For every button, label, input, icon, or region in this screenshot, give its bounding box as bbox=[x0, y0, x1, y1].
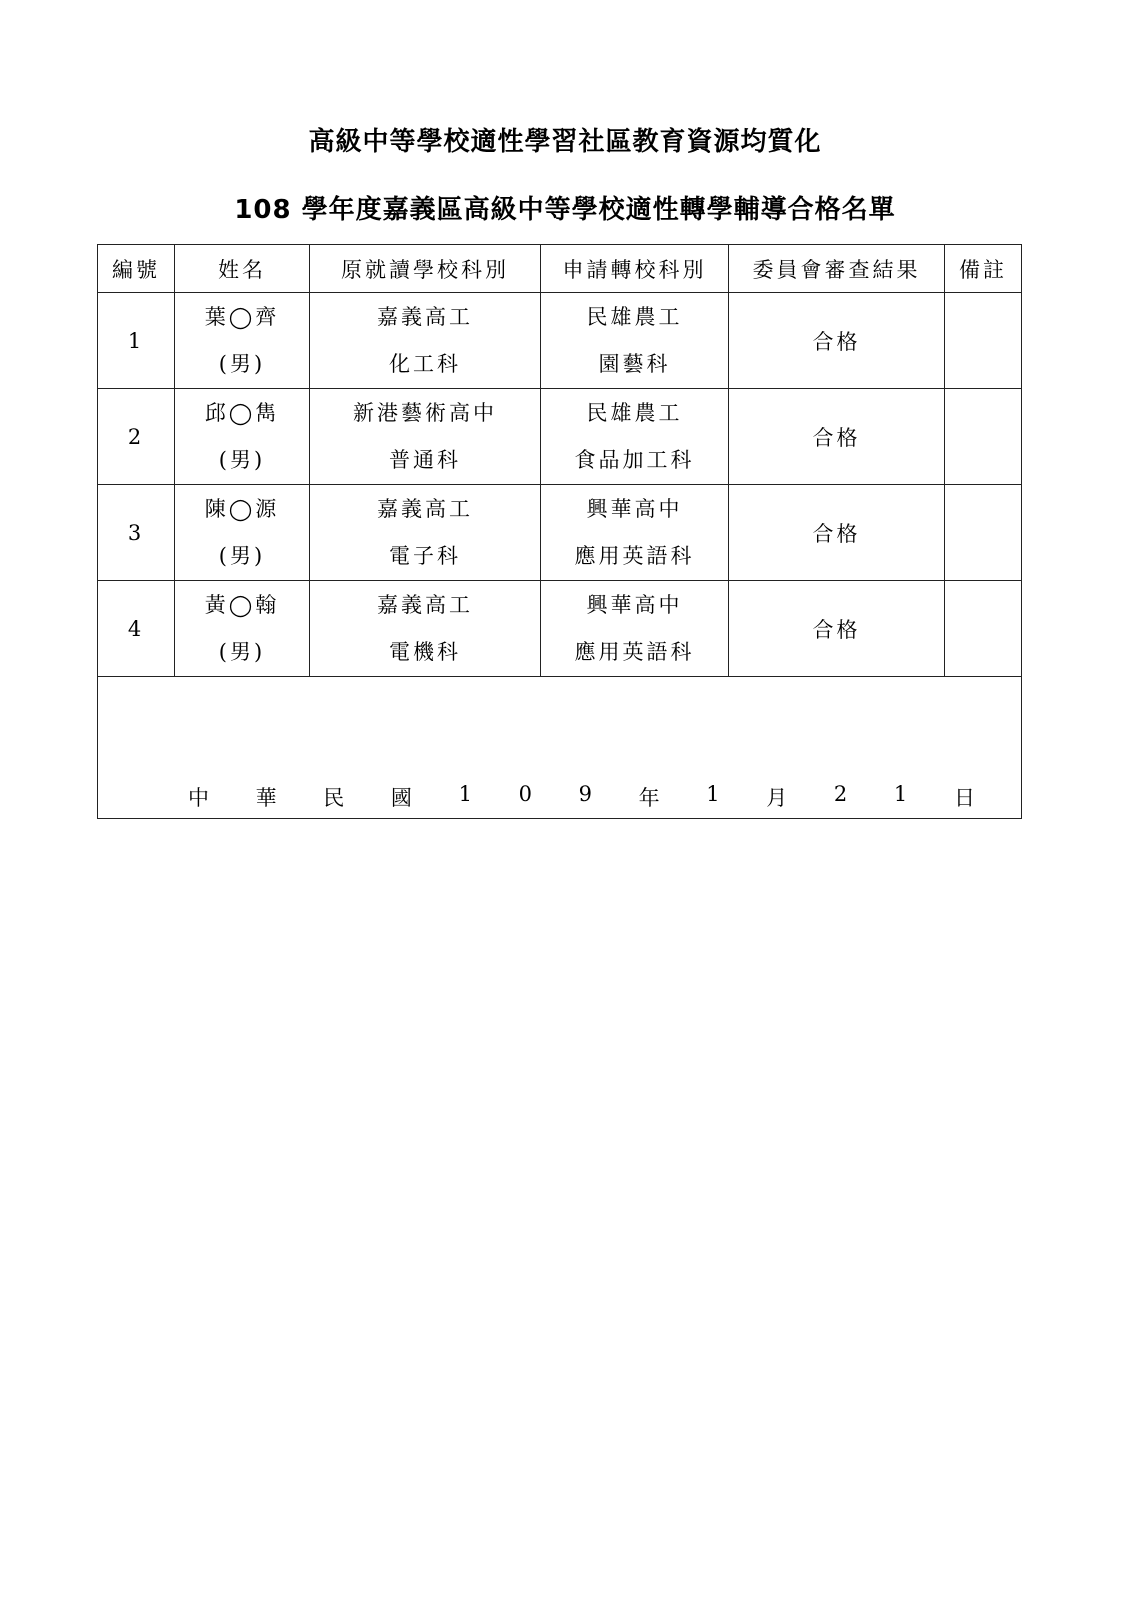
document-title: 高級中等學校適性學習社區教育資源均質化 bbox=[308, 127, 822, 157]
original-department: 電子科 bbox=[389, 543, 461, 568]
header-applied-school: 申請轉校科別 bbox=[541, 245, 729, 293]
original-department: 電機科 bbox=[389, 639, 461, 664]
table-row bbox=[98, 581, 1022, 677]
row-number: 3 bbox=[98, 485, 175, 581]
original-school-cell bbox=[310, 581, 541, 677]
original-school: 嘉義高工 bbox=[377, 592, 473, 617]
header-review-result: 委員會審查結果 bbox=[729, 245, 945, 293]
applied-school-cell bbox=[541, 485, 729, 581]
table-row bbox=[98, 485, 1022, 581]
date-char: 日 bbox=[953, 786, 978, 810]
original-department: 化工科 bbox=[389, 351, 461, 376]
applied-school: 民雄農工 bbox=[586, 400, 683, 425]
student-gender: (男) bbox=[218, 639, 266, 664]
header-original-school: 原就讀學校科別 bbox=[310, 245, 541, 293]
student-name: 陳◯源 bbox=[204, 496, 280, 521]
student-gender: (男) bbox=[218, 351, 266, 376]
table-header-row bbox=[98, 245, 1022, 293]
date-char: 華 bbox=[255, 786, 280, 810]
original-department: 普通科 bbox=[389, 447, 461, 472]
review-result: 合格 bbox=[729, 581, 945, 677]
date-char: 國 bbox=[390, 786, 415, 810]
original-school: 嘉義高工 bbox=[377, 304, 473, 329]
student-name-cell bbox=[175, 293, 310, 389]
header-number: 編號 bbox=[98, 245, 175, 293]
date-char: 1 bbox=[706, 782, 723, 806]
student-name-cell bbox=[175, 485, 310, 581]
date-char: 2 bbox=[833, 782, 851, 806]
date-cell bbox=[98, 677, 1022, 819]
date-char: 1 bbox=[893, 782, 911, 806]
remarks bbox=[945, 485, 1022, 581]
applied-department: 食品加工科 bbox=[574, 447, 695, 472]
applied-department: 應用英語科 bbox=[574, 543, 695, 568]
student-name: 葉◯齊 bbox=[204, 304, 280, 329]
date-char: 民 bbox=[323, 786, 348, 810]
review-result: 合格 bbox=[729, 293, 945, 389]
student-gender: (男) bbox=[218, 447, 266, 472]
roster-table bbox=[97, 244, 1022, 819]
applied-school: 興華高中 bbox=[586, 496, 683, 521]
header-name: 姓名 bbox=[175, 245, 310, 293]
date-char: 中 bbox=[188, 786, 212, 810]
applied-department: 園藝科 bbox=[598, 351, 671, 376]
date-char: 9 bbox=[578, 782, 595, 806]
applied-school-cell bbox=[541, 293, 729, 389]
applied-school: 興華高中 bbox=[586, 592, 683, 617]
student-name: 黃◯翰 bbox=[204, 592, 280, 617]
table-row bbox=[98, 293, 1022, 389]
applied-department: 應用英語科 bbox=[574, 639, 695, 664]
date-row bbox=[98, 677, 1022, 819]
row-number: 4 bbox=[98, 581, 175, 677]
row-number: 2 bbox=[98, 389, 175, 485]
applied-school-cell bbox=[541, 389, 729, 485]
document-subtitle: 108 學年度嘉義區高級中等學校適性轉學輔導合格名單 bbox=[234, 195, 896, 225]
student-name-cell bbox=[175, 389, 310, 485]
header-remarks: 備註 bbox=[945, 245, 1022, 293]
original-school-cell bbox=[310, 293, 541, 389]
applied-school-cell bbox=[541, 581, 729, 677]
original-school: 新港藝術高中 bbox=[353, 400, 497, 425]
original-school-cell bbox=[310, 485, 541, 581]
date-char: 月 bbox=[766, 786, 791, 810]
date-char: 年 bbox=[638, 786, 663, 810]
student-name-cell bbox=[175, 581, 310, 677]
remarks bbox=[945, 581, 1022, 677]
student-name: 邱◯雋 bbox=[204, 400, 280, 425]
remarks bbox=[945, 389, 1022, 485]
date-line bbox=[188, 782, 978, 818]
row-number: 1 bbox=[98, 293, 175, 389]
table-row bbox=[98, 389, 1022, 485]
student-gender: (男) bbox=[218, 543, 266, 568]
remarks bbox=[945, 293, 1022, 389]
date-char: 1 bbox=[458, 782, 475, 806]
date-char: 0 bbox=[518, 782, 535, 806]
review-result: 合格 bbox=[729, 485, 945, 581]
original-school: 嘉義高工 bbox=[377, 496, 473, 521]
applied-school: 民雄農工 bbox=[586, 304, 683, 329]
review-result: 合格 bbox=[729, 389, 945, 485]
original-school-cell bbox=[310, 389, 541, 485]
